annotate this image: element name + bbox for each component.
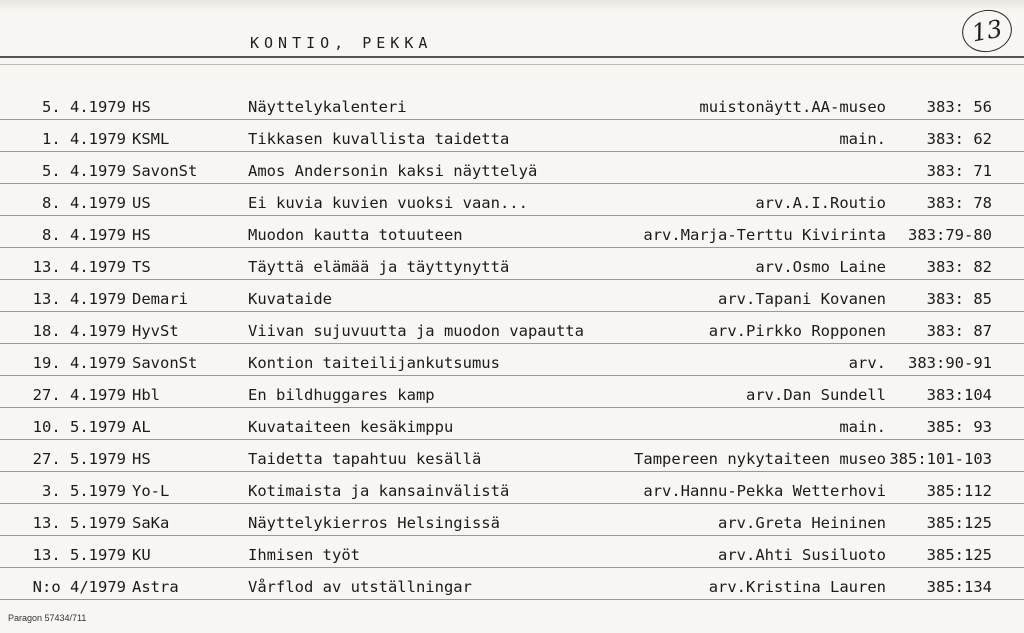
entry-title: Täyttä elämää ja täyttynyttä [248, 258, 510, 276]
header-rule [0, 56, 1024, 58]
entry-title: Taidetta tapahtuu kesällä [248, 450, 482, 468]
entry-row [0, 472, 1024, 504]
entry-reference: 385: 93 [926, 418, 992, 436]
entry-title: Tikkasen kuvallista taidetta [248, 130, 510, 148]
entry-author: arv.Ahti Susiluoto [718, 546, 886, 564]
entry-reference: 383: 82 [926, 258, 992, 276]
entry-author: Tampereen nykytaiteen museo [634, 450, 886, 468]
entry-date: 27. 4.1979 [32, 386, 126, 404]
entry-title: En bildhuggares kamp [248, 386, 435, 404]
entry-date: 5. 4.1979 [42, 162, 126, 180]
entry-row [0, 88, 1024, 120]
entry-title: Kontion taiteilijankutsumus [248, 354, 500, 372]
entry-paper: KSML [132, 130, 170, 148]
entry-author: arv.Tapani Kovanen [718, 290, 886, 308]
entry-reference: 383:104 [926, 386, 992, 404]
entry-reference: 385:125 [926, 514, 992, 532]
entry-reference: 383: 85 [926, 290, 992, 308]
entry-reference: 383: 71 [926, 162, 992, 180]
entry-row [0, 440, 1024, 472]
entry-row [0, 248, 1024, 280]
entry-paper: Hbl [132, 386, 160, 404]
entry-reference: 383:79-80 [908, 226, 992, 244]
entry-row [0, 344, 1024, 376]
entry-paper: HS [132, 98, 151, 116]
entry-row [0, 376, 1024, 408]
entry-author: arv.A.I.Routio [755, 194, 886, 212]
entry-date: 27. 5.1979 [32, 450, 126, 468]
entry-date: 8. 4.1979 [42, 226, 126, 244]
entry-title: Ihmisen työt [248, 546, 360, 564]
entry-author: muistonäytt.AA-museo [699, 98, 886, 116]
entry-date: 8. 4.1979 [42, 194, 126, 212]
entry-reference: 383:90-91 [908, 354, 992, 372]
entry-title: Kuvataide [248, 290, 332, 308]
entry-title: Ei kuvia kuvien vuoksi vaan... [248, 194, 528, 212]
entry-date: 13. 4.1979 [32, 290, 126, 308]
entry-row [0, 184, 1024, 216]
entry-author: arv.Pirkko Ropponen [708, 322, 886, 340]
entry-title: Amos Andersonin kaksi näyttelyä [248, 162, 538, 180]
entry-title: Viivan sujuvuutta ja muodon vapautta [248, 322, 584, 340]
entry-author: arv.Hannu-Pekka Wetterhovi [643, 482, 886, 500]
entry-title: Muodon kautta totuuteen [248, 226, 463, 244]
entry-reference: 385:134 [926, 578, 992, 596]
card-number-circle [959, 6, 1016, 56]
entry-row [0, 120, 1024, 152]
entry-reference: 385:112 [926, 482, 992, 500]
entry-list [0, 88, 1024, 600]
entry-author: arv.Greta Heininen [718, 514, 886, 532]
entry-paper: US [132, 194, 151, 212]
card-top-edge [0, 0, 1024, 10]
entry-date: 13. 5.1979 [32, 546, 126, 564]
entry-row [0, 408, 1024, 440]
entry-row [0, 152, 1024, 184]
entry-author: main. [839, 130, 886, 148]
entry-reference: 383: 87 [926, 322, 992, 340]
entry-date: 13. 4.1979 [32, 258, 126, 276]
entry-date: 3. 5.1979 [42, 482, 126, 500]
entry-paper: HS [132, 450, 151, 468]
entry-author: arv.Kristina Lauren [708, 578, 886, 596]
entry-paper: Demari [132, 290, 188, 308]
card-title: KONTIO, PEKKA [250, 34, 433, 52]
entry-author: main. [839, 418, 886, 436]
entry-date: 5. 4.1979 [42, 98, 126, 116]
entry-row [0, 568, 1024, 600]
entry-paper: SavonSt [132, 162, 198, 180]
entry-paper: HyvSt [132, 322, 179, 340]
entry-author: arv.Marja-Terttu Kivirinta [643, 226, 886, 244]
entry-title: Kotimaista ja kansainvälistä [248, 482, 510, 500]
entry-reference: 385:101-103 [889, 450, 992, 468]
entry-reference: 383: 56 [926, 98, 992, 116]
entry-author: arv. [848, 354, 886, 372]
entry-date: N:o 4/1979 [32, 578, 126, 596]
entry-paper: TS [132, 258, 151, 276]
entry-row [0, 312, 1024, 344]
entry-reference: 383: 62 [926, 130, 992, 148]
entry-paper: AL [132, 418, 151, 436]
entry-paper: HS [132, 226, 151, 244]
entry-date: 1. 4.1979 [42, 130, 126, 148]
entry-date: 13. 5.1979 [32, 514, 126, 532]
entry-paper: Astra [132, 578, 179, 596]
entry-author: arv.Osmo Laine [755, 258, 886, 276]
entry-paper: Yo-L [132, 482, 170, 500]
entry-date: 10. 5.1979 [32, 418, 126, 436]
entry-title: Näyttelykalenteri [248, 98, 407, 116]
entry-date: 18. 4.1979 [32, 322, 126, 340]
entry-author: arv.Dan Sundell [746, 386, 886, 404]
entry-reference: 383: 78 [926, 194, 992, 212]
entry-date: 19. 4.1979 [32, 354, 126, 372]
entry-reference: 385:125 [926, 546, 992, 564]
entry-title: Näyttelykierros Helsingissä [248, 514, 500, 532]
entry-paper: SavonSt [132, 354, 198, 372]
entry-row [0, 504, 1024, 536]
header-rule-secondary [0, 64, 1024, 65]
entry-paper: KU [132, 546, 151, 564]
entry-title: Vårflod av utställningar [248, 578, 472, 596]
entry-title: Kuvataiteen kesäkimppu [248, 418, 454, 436]
card-number: 13 [969, 14, 1005, 48]
entry-row [0, 216, 1024, 248]
entry-row [0, 536, 1024, 568]
entry-row [0, 280, 1024, 312]
entry-paper: SaKa [132, 514, 170, 532]
printer-mark: Paragon 57434/711 [8, 613, 87, 623]
